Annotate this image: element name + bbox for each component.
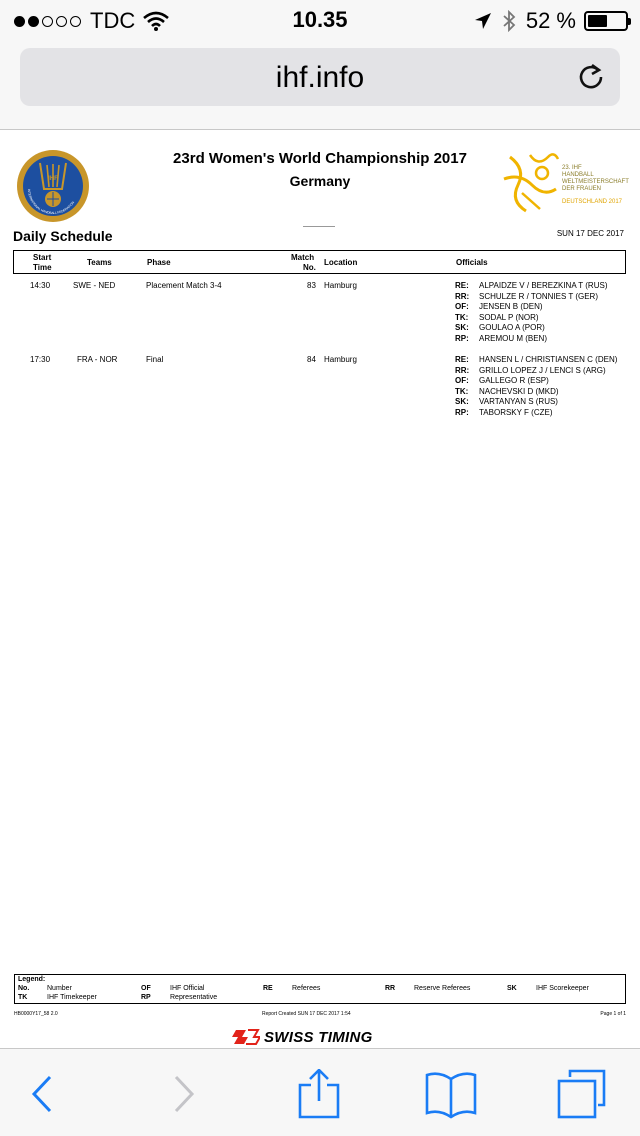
match-teams: FRA - NOR: [77, 355, 118, 364]
official-entry: [455, 334, 607, 345]
page-title: 23rd Women's World Championship 2017: [173, 150, 467, 167]
legend-label: Referees: [292, 985, 321, 992]
battery-icon: [584, 11, 628, 31]
column-header-start: Start: [33, 253, 52, 262]
legend-label: Reserve Referees: [414, 985, 471, 992]
battery-level: [588, 15, 607, 27]
column-header-phase: Phase: [147, 258, 171, 267]
official-entry: [455, 281, 607, 292]
schedule-date: SUN 17 DEC 2017: [556, 229, 624, 238]
legend-code: RP: [141, 994, 151, 1001]
event-logo-line: DEUTSCHLAND 2017: [562, 199, 623, 205]
official-name: ALPAIDZE V / BEREZKINA T (RUS): [479, 281, 608, 290]
report-created: Report Created SUN 17 DEC 2017 1:54: [262, 1011, 351, 1017]
event-logo-graphic: [500, 149, 560, 215]
official-name: TABORSKY F (CZE): [479, 407, 553, 417]
legend-box: [14, 974, 626, 1004]
official-role: RR:: [455, 291, 470, 301]
match-number: 84: [307, 355, 316, 364]
page-subtitle: Germany: [289, 173, 351, 189]
official-role: SK:: [455, 323, 469, 333]
status-bar: [0, 0, 640, 40]
official-role: RR:: [455, 365, 470, 375]
official-name: VARTANYAN S (RUS): [479, 397, 558, 407]
official-role: TK:: [455, 386, 469, 396]
official-name: AREMOU M (BEN): [479, 333, 547, 343]
bookmarks-icon[interactable]: [424, 1069, 478, 1119]
legend-code: RE: [263, 985, 273, 992]
clock: 10.35: [292, 7, 348, 32]
event-logo-line: 23. IHF: [562, 165, 582, 171]
column-header-location: Location: [324, 258, 358, 267]
tabs-icon[interactable]: [556, 1069, 610, 1119]
ihf-logo-mark: IHF: [48, 176, 58, 182]
match-location: Hamburg: [324, 355, 357, 364]
swiss-timing-icon: [232, 1028, 260, 1046]
match-location: Hamburg: [324, 281, 357, 290]
official-entry: [455, 323, 607, 334]
official-entry: [455, 376, 617, 387]
ihf-logo-text: INTERNATIONAL HANDBALL FEDERATION: [26, 188, 76, 216]
column-header-teams: Teams: [87, 258, 112, 267]
pdf-document: [0, 131, 640, 1048]
event-logo-line: WELTMEISTERSCHAFT: [562, 179, 629, 185]
match-number: 83: [307, 281, 316, 290]
doc-code: HB0000Y17_58 2.0: [14, 1011, 58, 1017]
match-time: 17:30: [30, 355, 51, 364]
legend-label: Number: [47, 985, 72, 992]
official-entry: [455, 355, 617, 366]
url-text[interactable]: ihf.info: [275, 61, 365, 94]
carrier-name: TDC: [90, 8, 136, 33]
officials-list: [455, 355, 617, 419]
officials-list: [455, 281, 607, 345]
event-logo-line: HANDBALL: [562, 172, 594, 178]
match-time: 14:30: [30, 281, 51, 290]
official-name: SODAL P (NOR): [479, 312, 539, 322]
table-header: [13, 250, 626, 274]
official-role: TK:: [455, 312, 469, 322]
browser-toolbar: [0, 1048, 640, 1136]
reload-icon[interactable]: [576, 62, 606, 92]
legend-code: TK: [18, 994, 28, 1001]
match-teams: SWE - NED: [73, 281, 116, 290]
official-entry: [455, 292, 607, 303]
official-role: RP:: [455, 407, 469, 417]
column-header-time: Time: [33, 263, 52, 272]
official-name: SCHULZE R / TONNIES T (GER): [479, 291, 598, 301]
official-role: SK:: [455, 397, 469, 407]
official-role: RP:: [455, 333, 469, 343]
back-icon[interactable]: [16, 1069, 70, 1119]
official-name: GALLEGO R (ESP): [479, 376, 549, 386]
column-header-officials: Officials: [456, 258, 488, 267]
legend-label: IHF Timekeeper: [47, 994, 97, 1001]
address-bar[interactable]: [20, 48, 620, 106]
official-role: OF:: [455, 376, 469, 386]
event-logo-line: DER FRAUEN: [562, 186, 602, 192]
browser-chrome: [0, 40, 640, 130]
official-entry: [455, 366, 617, 377]
event-logo: [500, 149, 630, 217]
legend-label: IHF Scorekeeper: [536, 985, 589, 992]
legend-code: No.: [18, 985, 30, 992]
official-name: JENSEN B (DEN): [479, 302, 543, 312]
forward-icon[interactable]: [156, 1069, 210, 1119]
official-entry: [455, 387, 617, 398]
share-icon[interactable]: [292, 1069, 346, 1119]
swiss-timing-logo: [232, 1028, 373, 1046]
official-entry: [455, 302, 607, 313]
legend-title: Legend:: [18, 976, 46, 983]
column-header-no: No.: [303, 263, 316, 272]
divider: [303, 226, 335, 227]
status-right: [474, 8, 628, 34]
legend-label: Representative: [170, 994, 218, 1001]
column-header-match: Match: [291, 253, 315, 262]
official-name: NACHEVSKI D (MKD): [479, 386, 559, 396]
swiss-timing-text: SWISS TIMING: [264, 1028, 373, 1046]
bluetooth-icon: [502, 10, 516, 32]
official-role: OF:: [455, 302, 469, 312]
battery-percent: 52 %: [525, 8, 576, 33]
official-name: GOULAO A (POR): [479, 323, 545, 333]
official-name: HANSEN L / CHRISTIANSEN C (DEN): [479, 355, 618, 364]
legend-code: SK: [507, 985, 517, 992]
ihf-logo: [16, 149, 90, 223]
official-name: GRILLO LOPEZ J / LENCI S (ARG): [479, 365, 606, 375]
match-phase: Placement Match 3-4: [146, 281, 222, 290]
legend-code: RR: [385, 985, 396, 992]
legend-label: IHF Official: [170, 985, 205, 992]
page-number: Page 1 of 1: [600, 1011, 626, 1017]
match-phase: Final: [146, 355, 164, 364]
official-role: RE:: [455, 355, 469, 364]
official-entry: [455, 408, 617, 419]
location-arrow-icon: [474, 12, 492, 30]
official-entry: [455, 313, 607, 324]
official-role: RE:: [455, 281, 469, 290]
official-entry: [455, 397, 617, 408]
legend-code: OF: [141, 985, 151, 992]
schedule-title: Daily Schedule: [13, 228, 113, 244]
